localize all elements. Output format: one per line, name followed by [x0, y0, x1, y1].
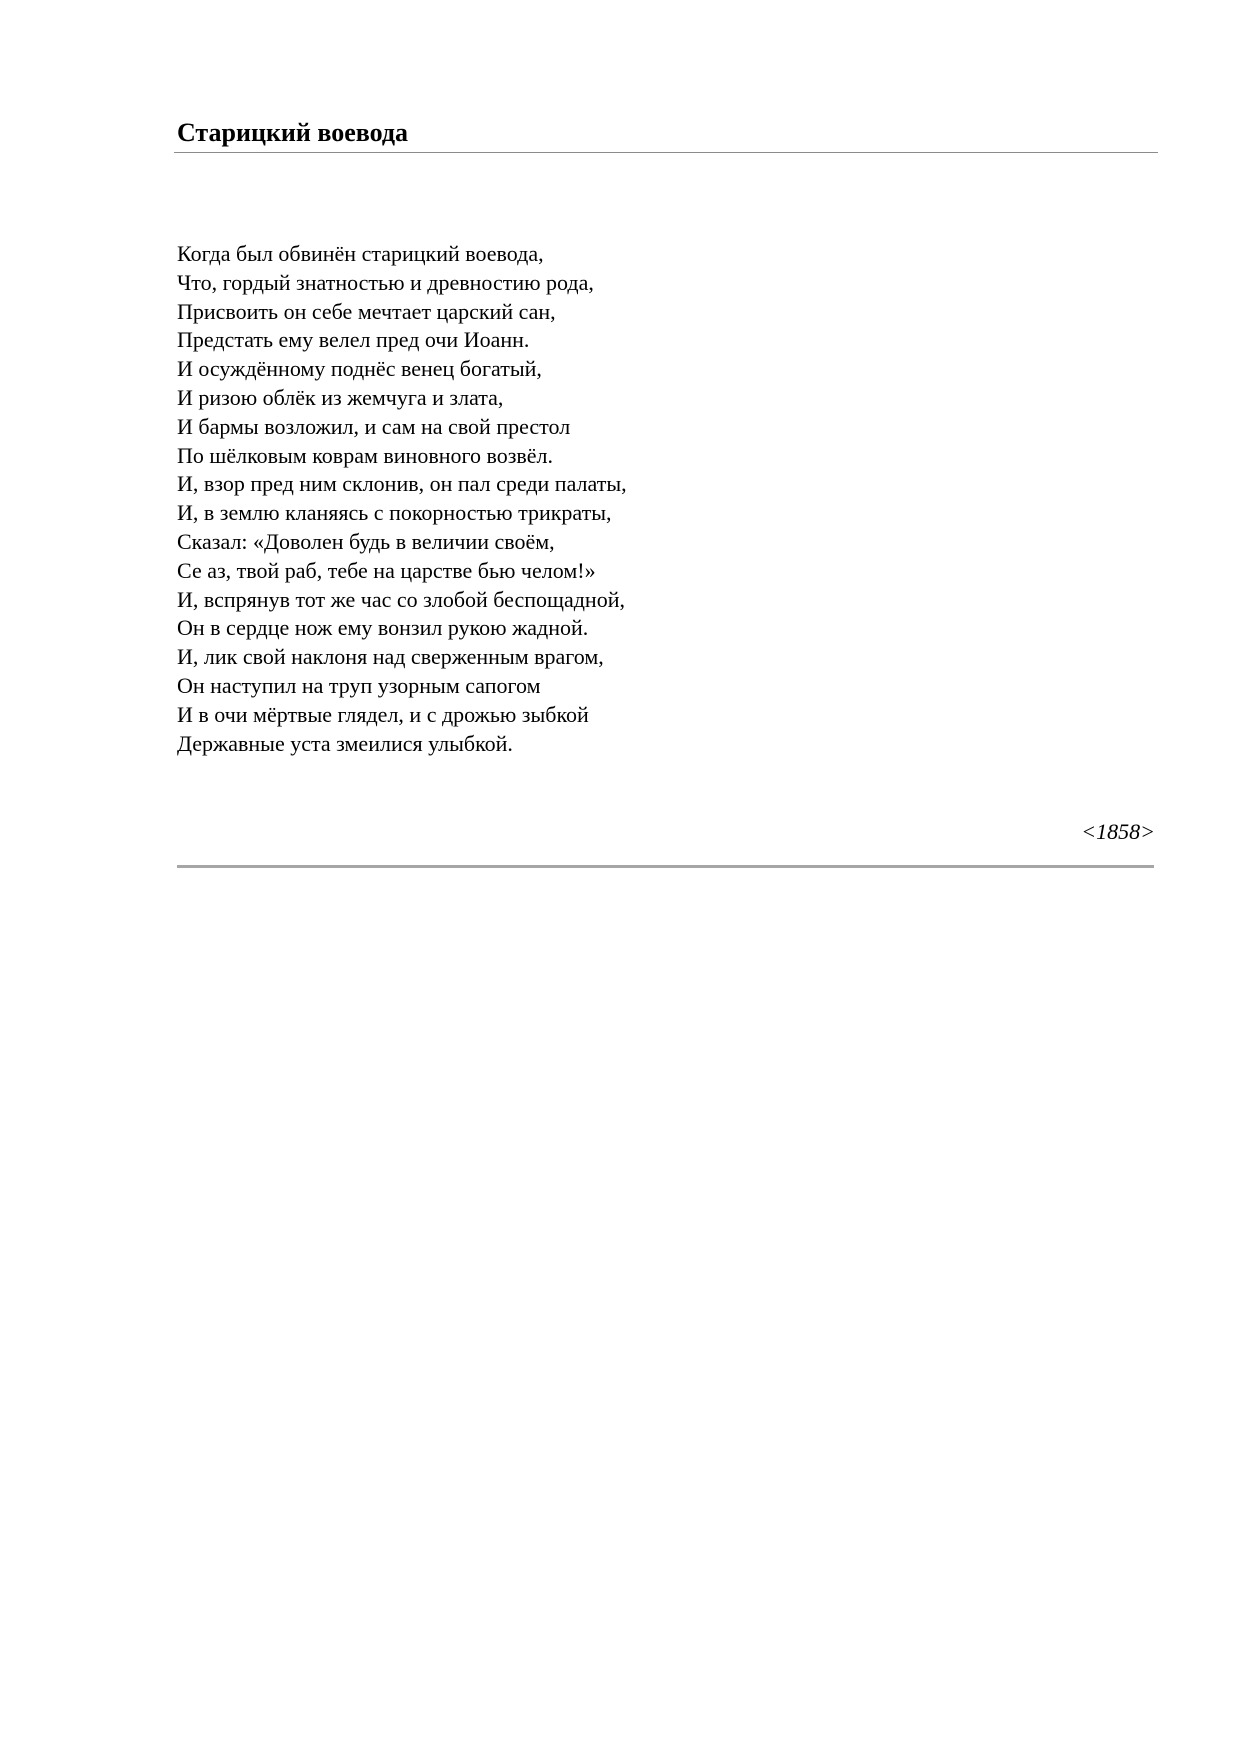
poem-line: И в очи мёртвые глядел, и с дрожью зыбкой	[177, 701, 589, 727]
poem-line: Се аз, твой раб, тебе на царстве бью челом!»	[177, 557, 596, 583]
poem-line: Что, гордый знатностью и древностию рода,	[177, 269, 594, 295]
poem-line: По шёлковым коврам виновного возвёл.	[177, 442, 554, 468]
poem-line: И бармы возложил, и сам на свой престол	[177, 413, 571, 439]
poem-line: Сказал: «Доволен будь в величии своём,	[177, 528, 555, 554]
poem-line: И, в землю кланяясь с покорностью трикраты,	[177, 500, 612, 526]
poem-line: Он наступил на труп узорным сапогом	[177, 672, 541, 698]
poem-line: И осуждённому поднёс венец богатый,	[177, 356, 542, 382]
title-divider	[174, 152, 1158, 153]
end-divider	[177, 865, 1154, 868]
poem-line: И, лик свой наклоня над сверженным врагом,	[177, 644, 604, 670]
poem-line: Когда был обвинён старицкий воевода,	[177, 241, 544, 266]
poem-line: И ризою облёк из жемчуга и злата,	[177, 384, 504, 410]
poem-line: И, взор пред ним склонив, он пал среди палаты,	[177, 471, 627, 497]
poem-line: Предстать ему велел пред очи Иоанн.	[177, 327, 530, 353]
poem-line: И, вспрянув тот же час со злобой беспощадной,	[177, 586, 625, 612]
poem-date: <1858>	[1081, 819, 1155, 844]
poem-line: Державные уста змеилися улыбкой.	[177, 730, 513, 756]
poem-title: Старицкий воевода	[177, 118, 409, 147]
poem-line: Он в сердце нож ему вонзил рукою жадной.	[177, 615, 589, 641]
poem-line: Присвоить он себе мечтает царский сан,	[177, 298, 556, 324]
poem-body	[177, 240, 627, 758]
